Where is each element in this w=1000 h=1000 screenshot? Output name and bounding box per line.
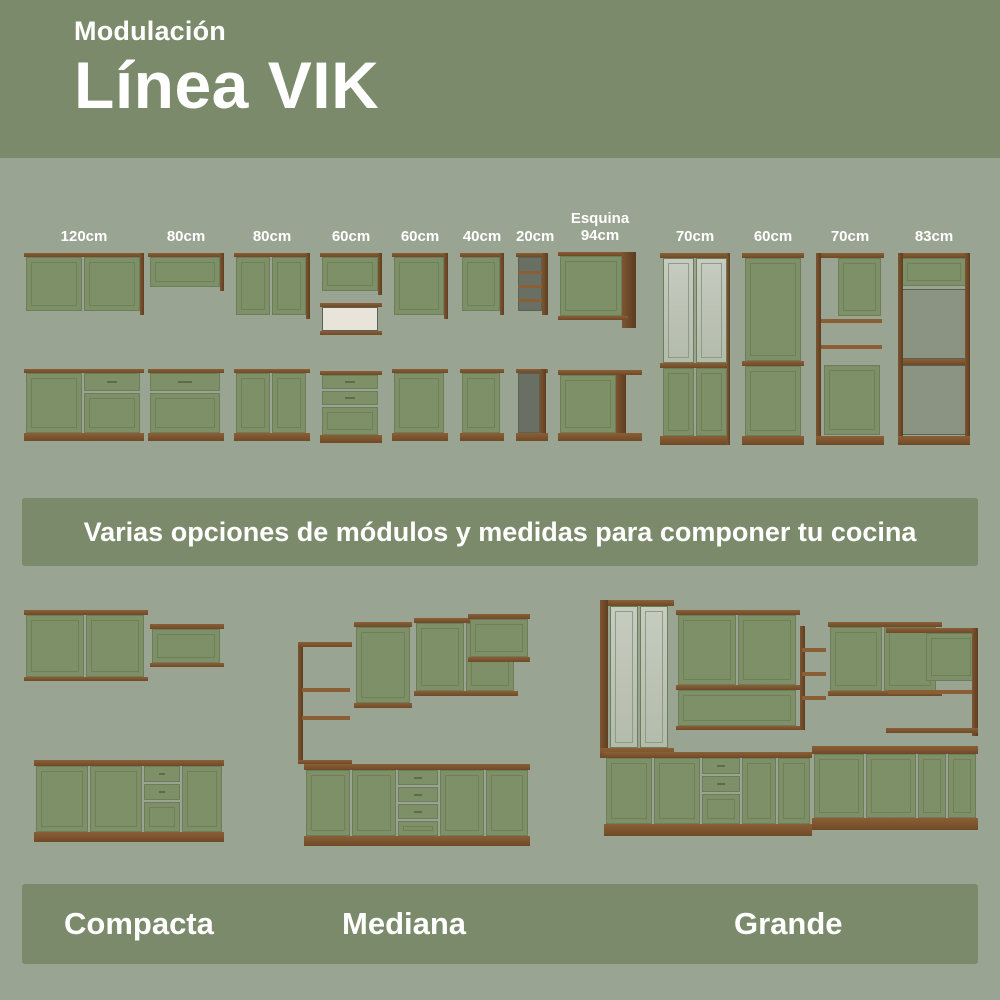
base-cabinet-60cm-b (392, 369, 448, 437)
module-label: Esquina (570, 210, 630, 227)
module-column-80cm-a (148, 228, 224, 437)
base-shelf-20cm (516, 369, 548, 437)
kitchen-label-grande: Grande (734, 906, 843, 941)
module-label: 80cm (252, 228, 292, 245)
module-column-40cm (460, 228, 504, 437)
module-label: 60cm (400, 228, 440, 245)
module-label: 20cm (516, 228, 555, 245)
wall-cabinet-60cm (392, 253, 448, 317)
module-column-70cm-glass (660, 228, 730, 445)
kitchen-label-compacta: Compacta (64, 906, 214, 941)
base-cabinet-40cm (460, 369, 504, 437)
module-label: 120cm (60, 228, 108, 245)
module-label-2: 94cm (580, 227, 620, 244)
module-label: 83cm (914, 228, 954, 245)
header-kicker: Modulación (74, 16, 226, 46)
module-label: 70cm (830, 228, 870, 245)
module-column-70cm-open (816, 228, 884, 445)
module-label: 70cm (675, 228, 715, 245)
header-banner (0, 0, 1000, 158)
base-cabinet-80cm-b (234, 369, 310, 437)
page-title: Línea VIK (74, 48, 380, 122)
wall-cabinet-120cm (24, 253, 144, 313)
tall-open-cabinet-70cm (816, 253, 884, 445)
wall-shelf-20cm (516, 253, 548, 313)
module-column-60cm-b (392, 228, 448, 437)
module-label: 60cm (331, 228, 371, 245)
module-label: 40cm (462, 228, 502, 245)
base-cabinet-120cm (24, 369, 144, 437)
wall-cabinet-80cm (234, 253, 310, 317)
kitchen-mediana (298, 606, 530, 844)
kitchen-label-mediana: Mediana (342, 906, 467, 941)
module-column-120cm (24, 228, 144, 437)
features-banner-text: Varias opciones de módulos y medidas para componer tu cocina (83, 516, 917, 547)
wall-cabinet-60cm-hood (320, 253, 382, 293)
features-banner (22, 498, 978, 566)
tall-cabinet-60cm (742, 253, 804, 445)
module-column-esquina-94cm (558, 210, 642, 442)
module-grid (0, 158, 1000, 478)
base-cabinet-60cm-a (320, 371, 382, 439)
hood-shelf-60cm (320, 303, 382, 335)
base-cabinet-80cm-a (148, 369, 224, 437)
corner-base-cabinet (558, 370, 642, 442)
module-column-80cm-b (234, 228, 310, 437)
corner-wall-cabinet (558, 252, 642, 328)
module-column-60cm-a (320, 228, 382, 439)
kitchen-compacta (24, 610, 224, 840)
module-column-83cm (898, 228, 970, 445)
module-label: 80cm (166, 228, 206, 245)
module-label: 60cm (753, 228, 793, 245)
kitchen-layouts (0, 588, 1000, 868)
tall-glass-cabinet-70cm (660, 253, 730, 445)
wall-cabinet-40cm (460, 253, 504, 313)
module-column-20cm (516, 228, 555, 437)
module-column-60cm-tall (742, 228, 804, 445)
kitchen-size-banner (22, 884, 978, 964)
kitchen-grande (600, 600, 978, 844)
wall-cabinet-80cm-low (148, 253, 224, 289)
oven-tower-83cm (898, 253, 970, 445)
